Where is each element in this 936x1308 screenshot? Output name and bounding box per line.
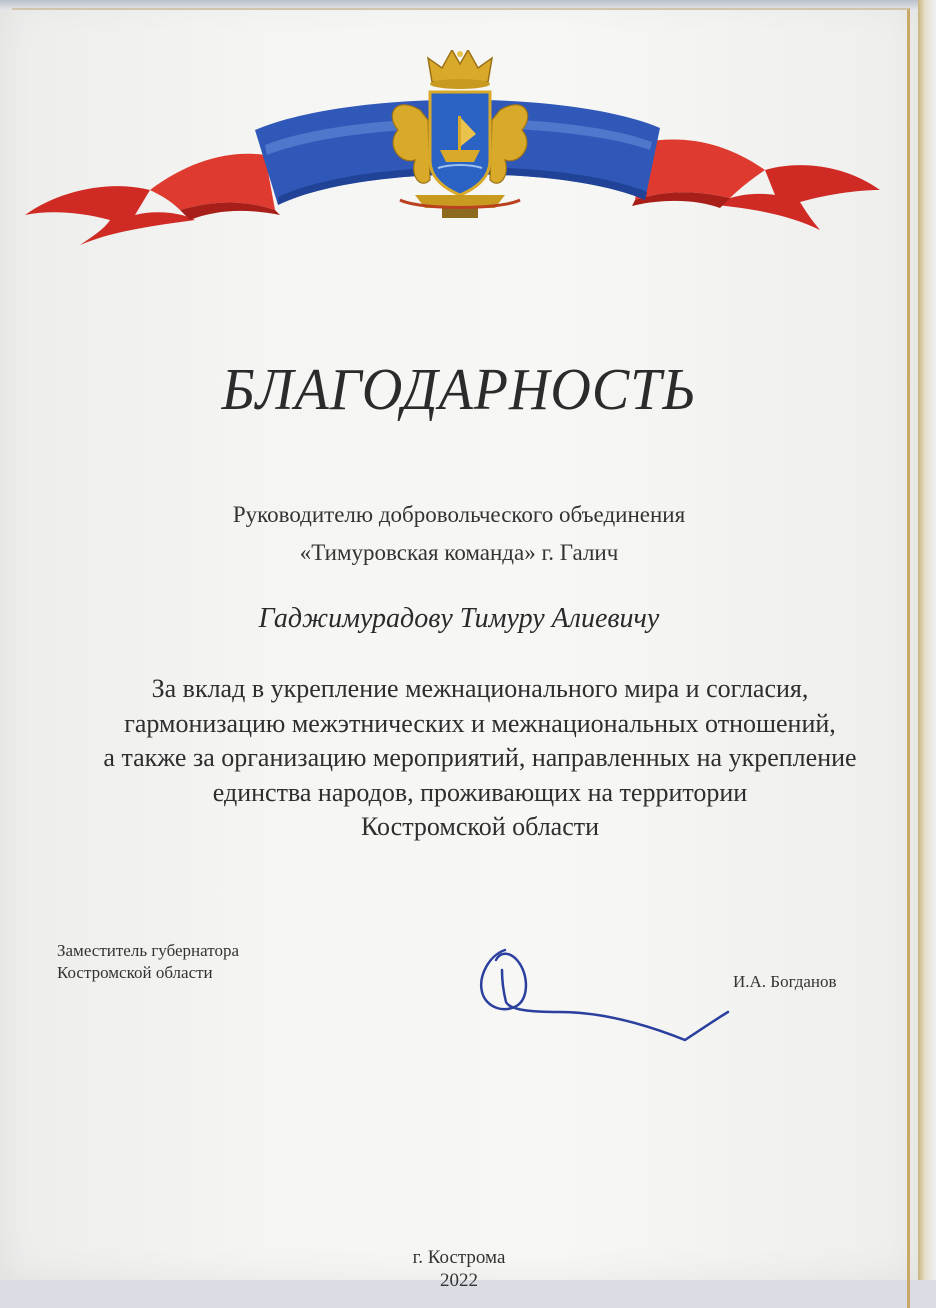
- ribbon-right-red: [632, 139, 880, 230]
- kostroma-coat-of-arms-icon: [392, 50, 527, 218]
- handwritten-signature: [470, 930, 740, 1050]
- document-title: БЛАГОДАРНОСТЬ: [221, 357, 697, 423]
- recipient-name: Гаджимурадову Тимуру Алиевичу: [258, 603, 660, 634]
- recipient-position-line1: Руководителю добровольческого объединения: [232, 502, 686, 527]
- ribbon-left-red: [25, 154, 280, 245]
- body-line: Костромской области: [360, 812, 600, 841]
- recipient-position-line2: «Тимуровская команда» г. Галич: [299, 540, 619, 565]
- signatory-name: И.А. Богданов: [733, 972, 837, 991]
- coat-of-arms-ribbon: [20, 50, 900, 250]
- signatory-position-line2: Костромской области: [57, 963, 213, 982]
- issue-year: 2022: [440, 1270, 478, 1291]
- frame-edge: [918, 0, 936, 1280]
- body-line: гармонизацию межэтнических и межнациональных отношений,: [124, 708, 836, 738]
- body-line: единства народов, проживающих на территории: [212, 777, 748, 807]
- signatory-position: [57, 940, 239, 984]
- gratitude-text: [30, 672, 930, 845]
- signatory-position-line1: Заместитель губернатора: [57, 941, 239, 960]
- body-line: а также за организацию мероприятий, направленных на укрепление: [103, 743, 857, 772]
- issue-city: г. Кострома: [412, 1247, 506, 1268]
- recipient-position: [0, 496, 918, 572]
- body-line: За вклад в укрепление межнационального мира и согласия,: [151, 674, 809, 703]
